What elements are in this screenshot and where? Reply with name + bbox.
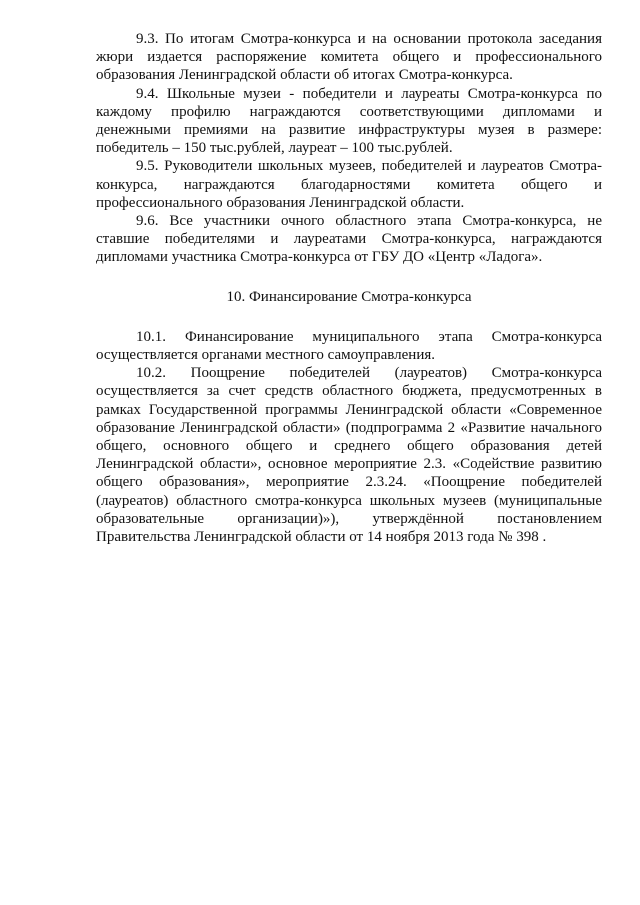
paragraph-9-5: 9.5. Руководители школьных музеев, победителей и лауреатов Смотра-конкурса, награждаются благодарностями комитета общего и профессионального образования Ленинградской области. xyxy=(96,158,602,211)
section-10-heading: 10. Финансирование Смотра-конкурса xyxy=(226,288,472,305)
paragraph-10-1: 10.1. Финансирование муниципального этапа Смотра-конкурса осуществляется органами местного самоуправления. xyxy=(96,328,602,364)
paragraph-9-4: 9.4. Школьные музеи - победители и лауреаты Смотра-конкурса по каждому профилю награждаются соответствующими дипломами и денежными премиями на развитие инфраструктуры музея в размере: победитель – 150 тыс.рублей, лауреат – 100 тыс.рублей. xyxy=(96,85,602,157)
paragraph-10-2: 10.2. Поощрение победителей (лауреатов) Смотра-конкурса осуществляется за счет средств областного бюджета, предусмотренных в рамках Государственной программы Ленинградской области «Современное образование Ленинградской области» (подпрограмма 2 «Развитие начального общего, основного общего и среднего общего образования детей Ленинградской области», основное мероприятие 2.3. «Содействие развитию общего образования», мероприятие 2.3.24. «Поощрение победителей (лауреатов) областного смотра-конкурса школьных музеев (муниципальные образовательные организации)»), утверждённой постановлением Правительства Ленинградской области от 14 ноября 2013 года № 398 . xyxy=(96,365,602,546)
paragraph-9-6: 9.6. Все участники очного областного этапа Смотра-конкурса, не ставшие победителями и лауреатами Смотра-конкурса, награждаются дипломами участника Смотра-конкурса от ГБУ ДО «Центр «Ладога». xyxy=(96,213,602,266)
document-page xyxy=(96,30,602,546)
paragraph-9-3: 9.3. По итогам Смотра-конкурса и на основании протокола заседания жюри издается распоряжение комитета общего и профессионального образования Ленинградской области об итогах Смотра-конкурса. xyxy=(96,31,602,84)
